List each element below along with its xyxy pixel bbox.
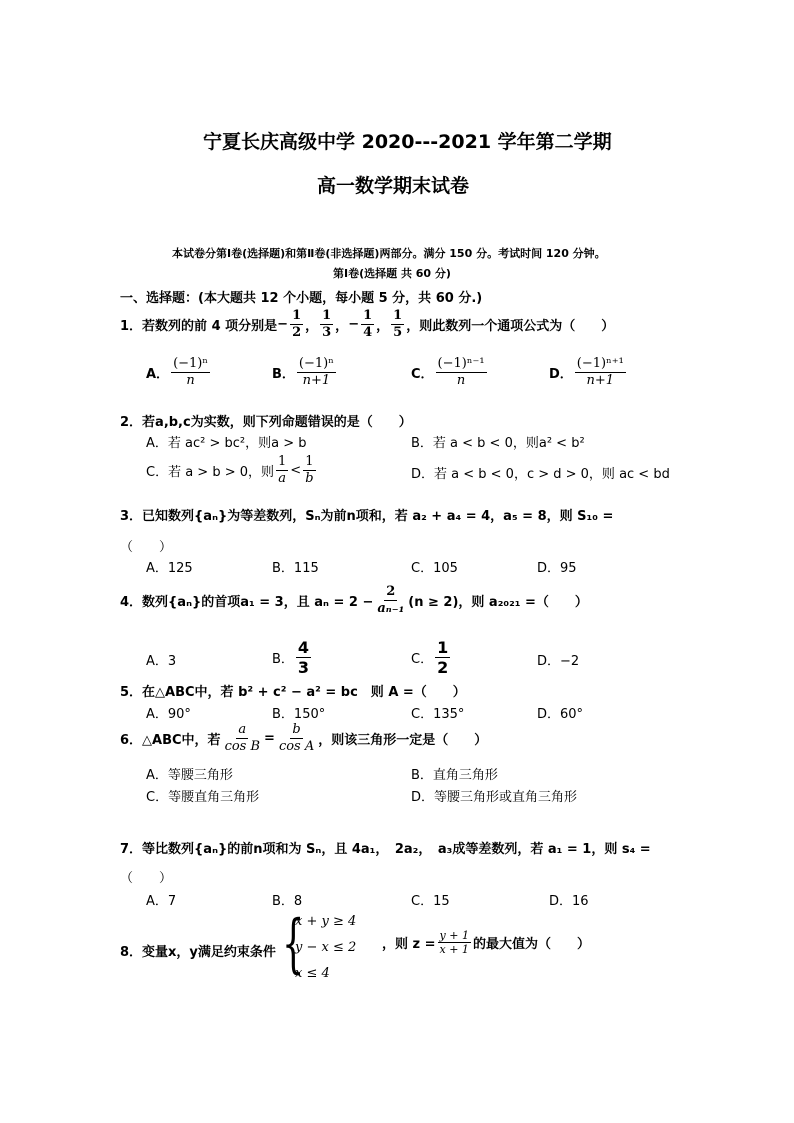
q1-option-d[interactable]: D． $\frac{\text{(−1)ⁿ⁺¹}}{n+1}$ — [549, 356, 624, 388]
q3-option-d[interactable]: D．95 — [537, 561, 577, 576]
exam-title: 宁夏长庆高级中学 2020---2021 学年第二学期 — [203, 131, 612, 153]
q1-stem-end: ，则此数列一个通项公式为（ ） — [406, 318, 615, 334]
q1-stem-start: 1．若数列的前 4 项分别是 — [120, 318, 278, 334]
question-2: 2．若a,b,c为实数，则下列命题错误的是（ ） — [120, 415, 412, 430]
q7-option-d[interactable]: D．16 — [549, 894, 589, 909]
q1-term-3: $\frac{1}{4}$ — [363, 308, 373, 340]
q5-option-a[interactable]: A．90° — [146, 707, 191, 722]
question-4: 4．数列{aₙ}的首项a₁ = 3，且 aₙ = 2 − $\frac{2}{\text{aₙ₋₁}}$ (n ≥ 2)，则 a₂₀₂₁ =（ ） — [120, 584, 588, 616]
q1-term-4: $\frac{1}{5}$ — [393, 308, 403, 340]
question-3: 3．已知数列{aₙ}为等差数列，Sₙ为前n项和，若 a₂ + a₄ = 4，a₅ = 8，则 S₁₀ = — [120, 509, 614, 524]
q1-term-1: $\frac{1}{2}$ — [292, 308, 302, 340]
q7-option-b[interactable]: B．8 — [272, 894, 303, 909]
q4-option-a[interactable]: A．3 — [146, 654, 177, 669]
q2-option-b[interactable]: B．若 a < b < 0，则a² < b² — [411, 436, 585, 451]
q1-option-a[interactable]: A． $\frac{\text{(−1)ⁿ}}{n}$ — [146, 356, 208, 388]
q6-option-d[interactable]: D．等腰三角形或直角三角形 — [411, 790, 578, 805]
exam-instructions: 本试卷分第Ⅰ卷(选择题)和第Ⅱ卷(非选择题)两部分。满分 150 分。考试时间 120 分钟。 — [172, 247, 606, 260]
question-8-stem: 8．变量x，y满足约束条件 — [120, 945, 276, 960]
constraint-brace: { — [282, 907, 305, 981]
q7-answer-paren: （ ） — [120, 871, 173, 886]
q6-option-b[interactable]: B．直角三角形 — [411, 768, 498, 783]
question-8-objective: ，则 z = $\frac{y + 1}{x + 1}$ 的最大值为（ ） — [382, 929, 590, 957]
q5-option-b[interactable]: B．150° — [272, 707, 326, 722]
q5-option-c[interactable]: C．135° — [411, 707, 465, 722]
q2-option-d[interactable]: D．若 a < b < 0，c > d > 0，则 ac < bd — [411, 467, 670, 482]
q3-answer-paren: （ ） — [120, 540, 173, 555]
constraint-1: x + y ≥ 4 — [295, 914, 357, 929]
q5-option-d[interactable]: D．60° — [537, 707, 584, 722]
q3-option-b[interactable]: B．115 — [272, 561, 319, 576]
exam-subtitle: 高一数学期末试卷 — [317, 175, 470, 197]
question-5: 5．在△ABC中，若 b² + c² − a² = bc 则 A =（ ） — [120, 685, 466, 700]
q1-term-2: $\frac{1}{3}$ — [322, 308, 332, 340]
q6-option-c[interactable]: C．等腰直角三角形 — [146, 790, 260, 805]
question-6: 6．△ABC中，若 $\frac{a}{\text{cos B}}$ = $\frac{b}{\text{cos A}}$ ，则该三角形一定是（ ） — [120, 722, 488, 754]
q6-option-a[interactable]: A．等腰三角形 — [146, 768, 233, 783]
question-7: 7．等比数列{aₙ}的前n项和为 Sₙ，且 4a₁， 2a₂， a₃成等差数列，若 a₁ = 1，则 s₄ = — [120, 842, 651, 857]
q3-option-c[interactable]: C．105 — [411, 561, 458, 576]
q7-option-c[interactable]: C．15 — [411, 894, 450, 909]
section-heading: 一、选择题：(本大题共 12 个小题，每小题 5 分，共 60 分.) — [120, 291, 483, 306]
q7-option-a[interactable]: A．7 — [146, 894, 177, 909]
q1-option-c[interactable]: C． $\frac{\text{(−1)ⁿ⁻¹}}{n}$ — [411, 356, 485, 388]
q3-option-a[interactable]: A．125 — [146, 561, 193, 576]
q2-option-c[interactable]: C．若 a > b > 0，则 $\frac{1}{a}$ < $\frac{1}{b}$ — [146, 454, 314, 486]
volume-heading: 第Ⅰ卷(选择题 共 60 分) — [333, 267, 451, 280]
q2-option-a[interactable]: A．若 ac² > bc²，则a > b — [146, 436, 307, 451]
q4-option-b[interactable]: B． $\frac{4}{3}$ — [272, 638, 310, 678]
constraint-2: y − x ≤ 2 — [295, 940, 357, 955]
q4-option-c[interactable]: C． $\frac{1}{2}$ — [411, 638, 449, 678]
q1-option-b[interactable]: B． $\frac{\text{(−1)ⁿ}}{n+1}$ — [272, 356, 334, 388]
question-1: 1．若数列的前 4 项分别是 − $\frac{1}{2}$ ， $\frac{1}{3}$ ， − $\frac{1}{4}$ ， $\frac{1}{5}$ ，则此数列一个通项公式为（ ） — [120, 308, 615, 340]
constraint-3: x ≤ 4 — [295, 966, 330, 981]
q4-option-d[interactable]: D．−2 — [537, 654, 580, 669]
